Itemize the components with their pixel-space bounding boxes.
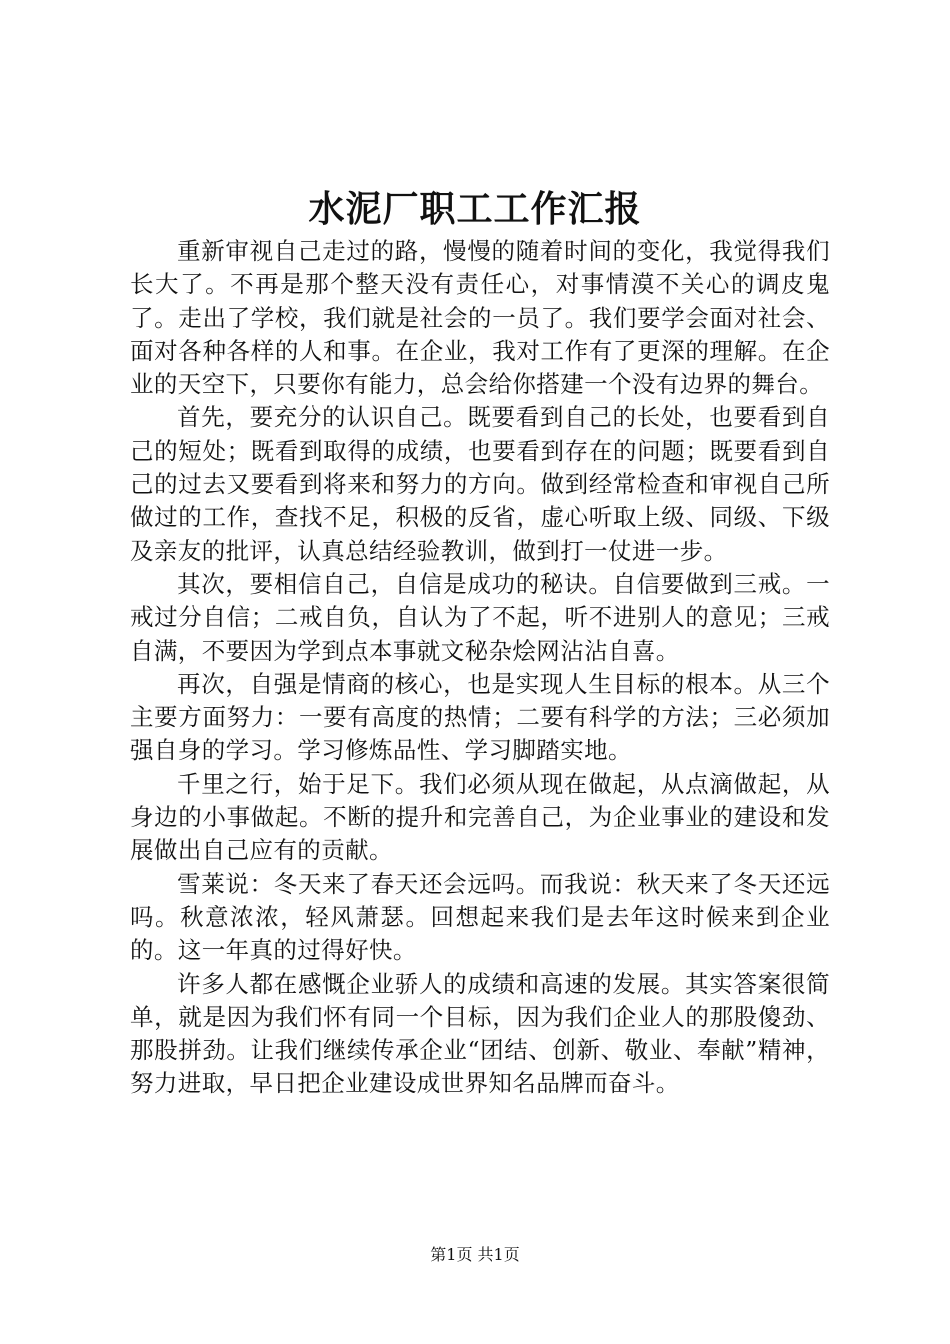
paragraph-5: 千里之行，始于足下。我们必须从现在做起，从点滴做起，从身边的小事做起。不断的提升和完善自己，为企业事业的建设和发展做出自己应有的贡献。: [130, 769, 830, 865]
paragraph-3: 其次，要相信自己，自信是成功的秘诀。自信要做到三戒。一戒过分自信；二戒自负，自认为了不起，听不进别人的意见；三戒自满，不要因为学到点本事就文秘杂烩网沾沾自喜。: [130, 569, 830, 665]
paragraph-4: 再次，自强是情商的核心，也是实现人生目标的根本。从三个主要方面努力：一要有高度的热情；二要有科学的方法；三必须加强自身的学习。学习修炼品性、学习脚踏实地。: [130, 669, 830, 765]
paragraph-2: 首先，要充分的认识自己。既要看到自己的长处，也要看到自己的短处；既看到取得的成绩，也要看到存在的问题；既要看到自己的过去又要看到将来和努力的方向。做到经常检查和审视自己所做过的工作，查找不足，积极的反省，虚心听取上级、同级、下级及亲友的批评，认真总结经验教训，做到打一仗进一步。: [130, 403, 830, 565]
paragraph-7: 许多人都在感慨企业骄人的成绩和高速的发展。其实答案很简单，就是因为我们怀有同一个目标，因为我们企业人的那股傻劲、那股拼劲。让我们继续传承企业“团结、创新、敬业、奉献”精神，努力进取，早日把企业建设成世界知名品牌而奋斗。: [130, 969, 830, 1098]
document-title: 水泥厂职工工作汇报: [308, 188, 642, 230]
paragraph-1: 重新审视自己走过的路，慢慢的随着时间的变化，我觉得我们长大了。不再是那个整天没有责任心，对事情漠不关心的调皮鬼了。走出了学校，我们就是社会的一员了。我们要学会面对社会、面对各种各样的人和事。在企业，我对工作有了更深的理解。在企业的天空下，只要你有能力，总会给你搭建一个没有边界的舞台。: [130, 237, 830, 399]
document-body: [130, 235, 830, 1101]
page-number-footer: 第1页 共1页: [430, 1245, 520, 1264]
paragraph-6: 雪莱说：冬天来了春天还会远吗。而我说：秋天来了冬天还远吗。秋意浓浓，轻风萧瑟。回想起来我们是去年这时候来到企业的。这一年真的过得好快。: [130, 869, 830, 965]
